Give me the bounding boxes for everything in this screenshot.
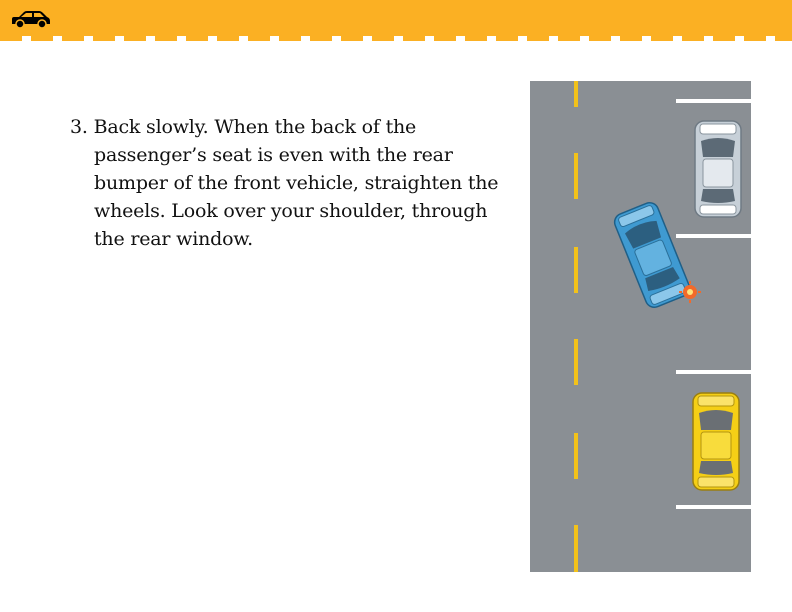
header-dashed-border bbox=[0, 36, 792, 41]
step-3-instruction: 3. Back slowly. When the back of the passenger’s seat is even with the rear bumper of the front vehicle, straighten the wheels. Look over your shoulder, through the rear window. bbox=[70, 116, 499, 250]
rear-vehicle bbox=[693, 393, 739, 490]
parallel-parking-diagram bbox=[530, 81, 751, 572]
car-icon bbox=[10, 9, 52, 29]
front-vehicle bbox=[695, 121, 741, 217]
header-bar bbox=[0, 0, 792, 36]
